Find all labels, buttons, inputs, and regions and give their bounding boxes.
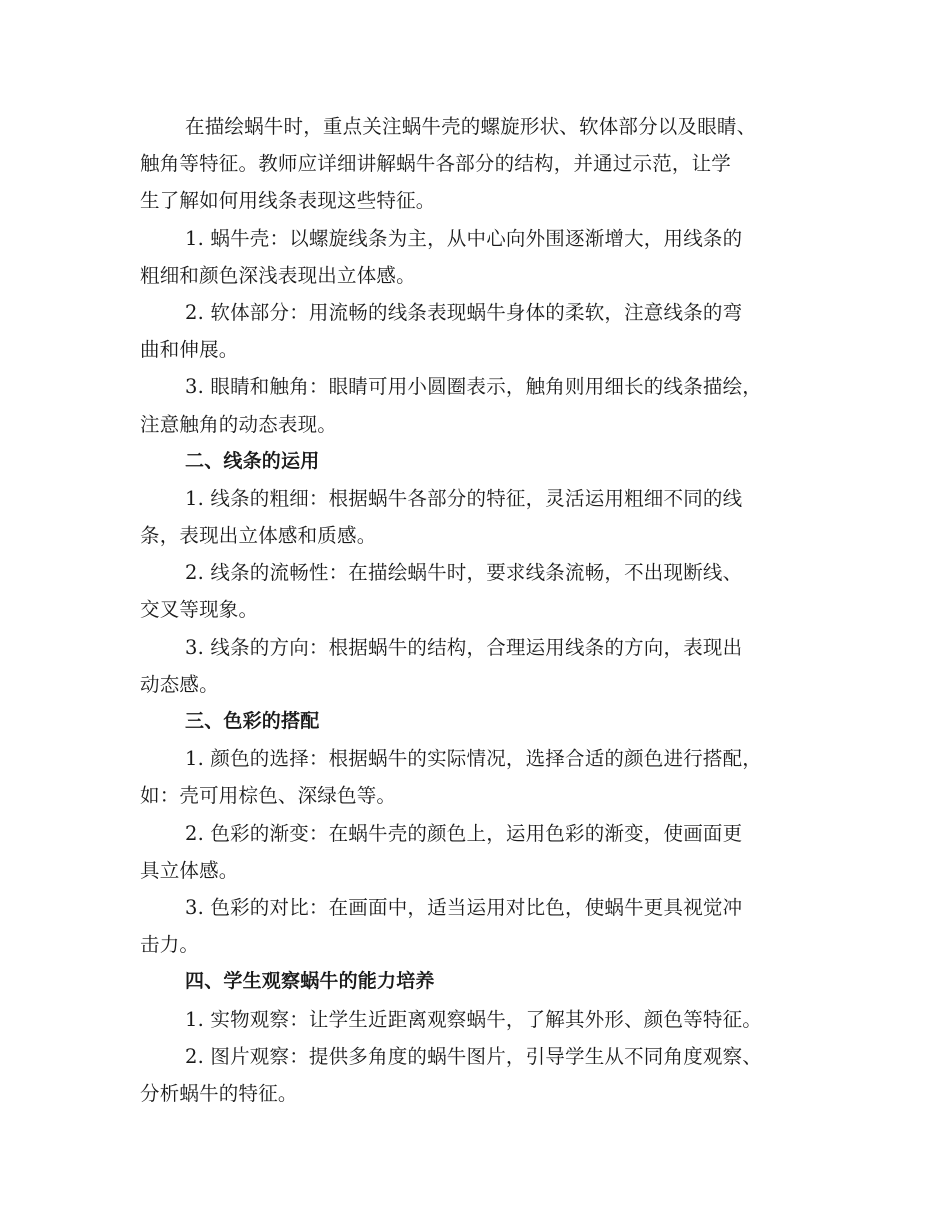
text-line: 2. 软体部分：用流畅的线条表现蜗牛身体的柔软，注意线条的弯: [185, 300, 743, 324]
text-line: 交叉等现象。: [140, 598, 259, 622]
text-line: 1. 实物观察：让学生近距离观察蜗牛，了解其外形、颜色等特征。: [185, 1007, 763, 1031]
text-line: 具立体感。: [140, 858, 239, 882]
text-line: 1. 线条的粗细：根据蜗牛各部分的特征，灵活运用粗细不同的线: [185, 486, 743, 510]
text-line: 1. 蜗牛壳：以螺旋线条为主，从中心向外围逐渐增大，用线条的: [185, 226, 743, 250]
text-line: 如：壳可用棕色、深绿色等。: [140, 784, 397, 808]
text-line: 2. 线条的流畅性：在描绘蜗牛时，要求线条流畅，不出现断线、: [185, 561, 743, 585]
text-line: 2. 色彩的渐变：在蜗牛壳的颜色上，运用色彩的渐变，使画面更: [185, 821, 743, 845]
document-body: [140, 108, 810, 1112]
section-heading: 三、色彩的搭配: [185, 710, 320, 732]
text-line: 注意触角的动态表现。: [140, 412, 338, 436]
section-heading: 二、线条的运用: [185, 449, 320, 472]
text-line: 在描绘蜗牛时，重点关注蜗牛壳的螺旋形状、软体部分以及眼睛、: [185, 115, 757, 138]
text-line: 曲和伸展。: [140, 338, 239, 362]
text-line: 生了解如何用线条表现这些特征。: [140, 189, 436, 213]
text-line: 2. 图片观察：提供多角度的蜗牛图片，引导学生从不同角度观察、: [185, 1044, 763, 1068]
text-line: 触角等特征。教师应详细讲解蜗牛各部分的结构，并通过示范，让学: [140, 152, 732, 176]
text-line: 粗细和颜色深浅表现出立体感。: [140, 263, 416, 287]
text-line: 3. 色彩的对比：在画面中，适当运用对比色，使蜗牛更具视觉冲: [185, 895, 743, 919]
text-line: 分析蜗牛的特征。: [140, 1081, 298, 1105]
text-line: 3. 线条的方向：根据蜗牛的结构，合理运用线条的方向，表现出: [185, 635, 743, 659]
section-heading: 四、学生观察蜗牛的能力培养: [185, 970, 435, 993]
text-line: 3. 眼睛和触角：眼睛可用小圆圈表示，触角则用细长的线条描绘，: [185, 375, 763, 399]
text-line: 击力。: [140, 933, 200, 957]
text-line: 动态感。: [140, 672, 219, 696]
text-line: 条，表现出立体感和质感。: [140, 524, 377, 548]
text-line: 1. 颜色的选择：根据蜗牛的实际情况，选择合适的颜色进行搭配，: [185, 747, 763, 771]
